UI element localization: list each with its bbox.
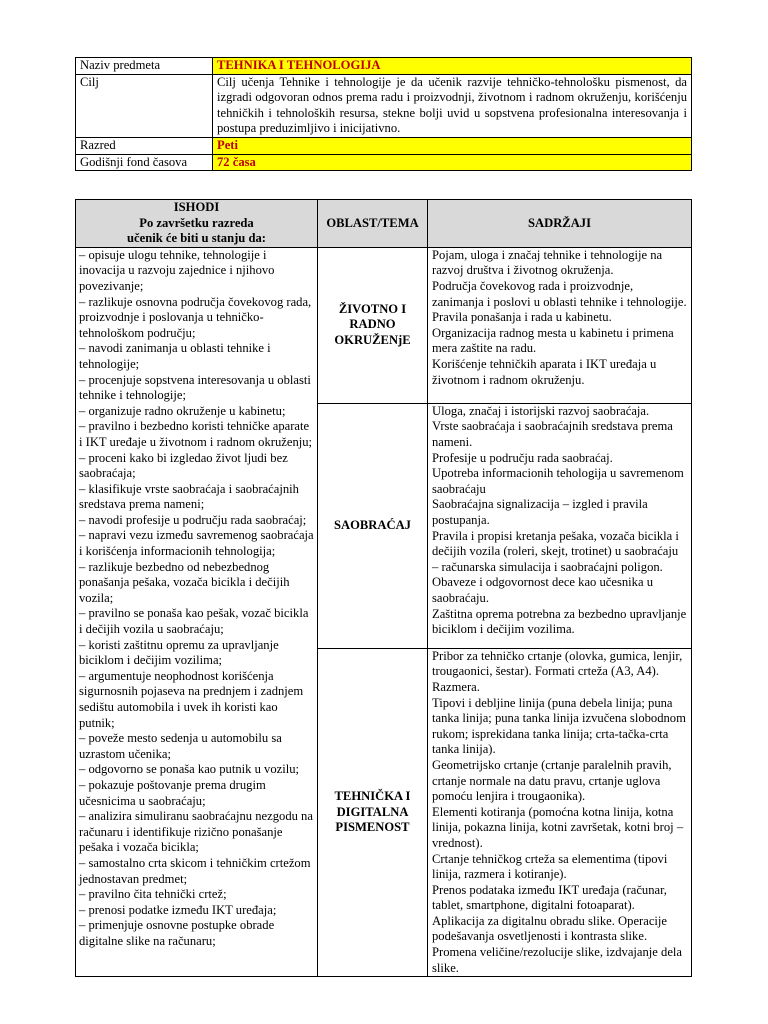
content-item: Saobraćajna signalizacija – izgled i pravila postupanja. (432, 497, 648, 527)
hours-value: 72 časa (213, 154, 692, 171)
theme-title-traffic (318, 403, 428, 648)
content-item: Pojam, uloga i značaj tehnike i tehnologije na razvoj društva i životnog okruženja. (432, 247, 663, 278)
content-item: Profesije u području rada saobraćaj. (432, 450, 613, 465)
content-item: Obaveze i odgovornost dece kao učesnika u saobraćaju. (432, 575, 654, 605)
outcome-item: – pravilno i bezbedno koristi tehničke aparate i IKT uređaje u životnom i radnom okruženju; (79, 419, 313, 449)
theme-content-literacy (428, 648, 692, 976)
theme-title-environment (318, 247, 428, 403)
outcome-item: – samostalno crta skicom i tehničkim crtežom jednostavan predmet; (79, 855, 311, 886)
outcome-item: – primenjuje osnovne postupke obrade digitalne slike na računaru; (79, 918, 275, 948)
header-oblast: OBLAST/TEMA (318, 200, 428, 248)
outcomes-cell (76, 247, 318, 976)
outcome-item: – napravi vezu između savremenog saobraćaja i korišćenja informacionih tehnologija; (79, 528, 314, 559)
content-item: Korišćenje tehničkih aparata i IKT uređaja u životnom i radnom okruženju. (432, 356, 657, 387)
outcome-item: – argumentuje neophodnost korišćenja sigurnosnih pojaseva na prednjem i zadnjem sedištu automobila i uvek ih koristi kao putnik; (79, 668, 304, 730)
outcome-item: – navodi profesije u području rada saobraćaj; (79, 512, 307, 527)
outcome-item: – odgovorno se ponaša kao putnik u vozilu; (79, 762, 300, 777)
content-item: Vrste saobraćaja i saobraćajnih sredstava prema nameni. (432, 419, 673, 449)
outcome-item: – organizuje radno okruženje u kabinetu; (79, 403, 286, 418)
outcome-item: – razlikuje bezbedno od nebezbednog ponašanja pešaka, vozača bicikla i dečijih vozila; (79, 559, 290, 605)
outcome-item: – pravilno se ponaša kao pešak, vozač bicikla i dečijih vozila u saobraćaju; (79, 606, 309, 637)
grade-value: Peti (213, 137, 692, 154)
goal-label: Cilj (76, 74, 213, 137)
header-sadrzaji: SADRŽAJI (428, 200, 692, 248)
theme-title-line: TEHNIČKA I (334, 789, 411, 804)
outcome-item: – pokazuje poštovanje prema drugim učesnicima u saobraćaju; (79, 777, 266, 808)
header-ishodi (76, 200, 318, 248)
content-item: Geometrijsko crtanje (crtanje paralelnih pravih, crtanje normale na datu pravu, crtanje uglova pomoću lenjira i trougaonika). (432, 757, 672, 804)
subject-label: Naziv predmeta (76, 58, 213, 75)
content-item: Elementi kotiranja (pomoćna kotna linija, kotna linija, pokazna linija, kotni završetak, kotni broj – vrednost). (432, 804, 684, 850)
content-item: Zaštitna oprema potrebna za bezbedno upravljanje biciklom i dečijim vozilima. (432, 606, 687, 637)
content-item: Područja čovekovog rada i proizvodnje, zanimanja i poslovi u oblasti tehnike i tehnologije. (432, 278, 687, 309)
subject-info-table (75, 57, 692, 171)
outcome-item: – pravilno čita tehnički crtež; (79, 887, 227, 902)
curriculum-table (75, 199, 692, 977)
goal-row (76, 74, 692, 137)
outcome-item: – navodi zanimanja u oblasti tehnike i tehnologije; (79, 341, 271, 371)
theme-title-line: OKRUŽENjE (334, 333, 411, 348)
theme-title-line: RADNO (349, 317, 396, 332)
outcome-item: – prenosi podatke između IKT uređaja; (79, 902, 277, 917)
theme-title-line: SAOBRAĆAJ (334, 517, 411, 532)
subject-row (76, 58, 692, 75)
content-item: Uloga, značaj i istorijski razvoj saobraćaja. (432, 403, 650, 418)
theme-row (76, 247, 692, 403)
outcome-item: – poveže mesto sedenja u automobilu sa uzrastom učenika; (79, 731, 282, 761)
content-item: Pribor za tehničko crtanje (olovka, gumica, lenjir, trougaonici, šestar). Formati crteža (A3, A4). Razmera. (432, 648, 683, 694)
theme-title-literacy (318, 648, 428, 976)
outcome-item: – proceni kako bi izgledao život ljudi bez saobraćaja; (79, 450, 288, 481)
theme-title-line: ŽIVOTNO I (338, 301, 407, 316)
content-item: Pravila i propisi kretanja pešaka, vozača bicikla i dečijih vozila (roleri, skejt, trotinet) u saobraćaju – računarska simulacija i saobraćajni poligon. (432, 528, 679, 574)
theme-title-line: PISMENOST (335, 820, 410, 835)
outcome-item: – procenjuje sopstvena interesovanja u oblasti tehnike i tehnologije; (79, 372, 311, 403)
header-ishodi-line: Po završetku razreda (139, 215, 254, 230)
content-item: Prenos podataka između IKT uređaja (računar, tablet, smartphone, digitalni fotoaparat). (432, 882, 667, 913)
header-ishodi-line: učenik će biti u stanju da: (127, 231, 266, 246)
hours-label: Godišnji fond časova (76, 154, 213, 171)
content-item: Upotreba informacionih tehologija u savremenom saobraćaju (432, 466, 684, 496)
outcome-item: – koristi zaštitnu opremu za upravljanje biciklom i dečijim vozilima; (79, 637, 279, 668)
theme-title-line: DIGITALNA (336, 804, 409, 819)
theme-content-environment (428, 247, 692, 403)
content-item: Crtanje tehničkog crteža sa elementima (tipovi linija, razmera i kotiranje). (432, 851, 668, 882)
subject-value: TEHNIKA I TEHNOLOGIJA (213, 58, 692, 75)
hours-row (76, 154, 692, 171)
header-ishodi-line: ISHODI (173, 200, 220, 214)
content-item: Pravila ponašanja i rada u kabinetu. (432, 310, 612, 325)
outcome-item: – opisuje ulogu tehnike, tehnologije i inovacija u razvoju zajednice i njihovo povezivanje; (79, 247, 275, 293)
grade-label: Razred (76, 137, 213, 154)
grade-row (76, 137, 692, 154)
goal-value: Cilj učenja Tehnike i tehnologije je da učenik razvije tehničko-tehnološku pismenost, da izgradi odgovoran odnos prema radu i proizvodnji, životnom i radnom okruženju, korišćenju tehničkih i tehnoloških resursa, stekne bolji uvid u sopstvena profesionalna interesovanja i postupa preduzimljivo i inicijativno. (213, 74, 692, 137)
outcome-item: – razlikuje osnovna područja čovekovog rada, proizvodnje i poslovanja u tehničko-tehnološkom području; (79, 294, 312, 340)
theme-content-traffic (428, 403, 692, 648)
outcome-item: – klasifikuje vrste saobraćaja i saobraćajnih sredstava prema nameni; (79, 481, 299, 512)
content-item: Organizacija radnog mesta u kabinetu i primena mera zaštite na radu. (432, 325, 674, 356)
outcome-item: – analizira simuliranu saobraćajnu nezgodu na računaru i identifikuje rizično ponašanje pešaka i vozača bicikla; (79, 809, 313, 855)
content-item: Promena veličine/rezolucije slike, izdvajanje dela slike. (432, 945, 683, 975)
content-item: Tipovi i debljine linija (puna debela linija; puna tanka linija; puna tanka linija izvučena slobodnom rukom; isprekidana tanka linija; crta-tačka-crta tanka linija). (432, 695, 686, 757)
curriculum-header-row (76, 200, 692, 248)
content-item: Aplikacija za digitalnu obradu slike. Operacije podešavanja osvetljenosti i kontrasta slike. (432, 913, 667, 944)
